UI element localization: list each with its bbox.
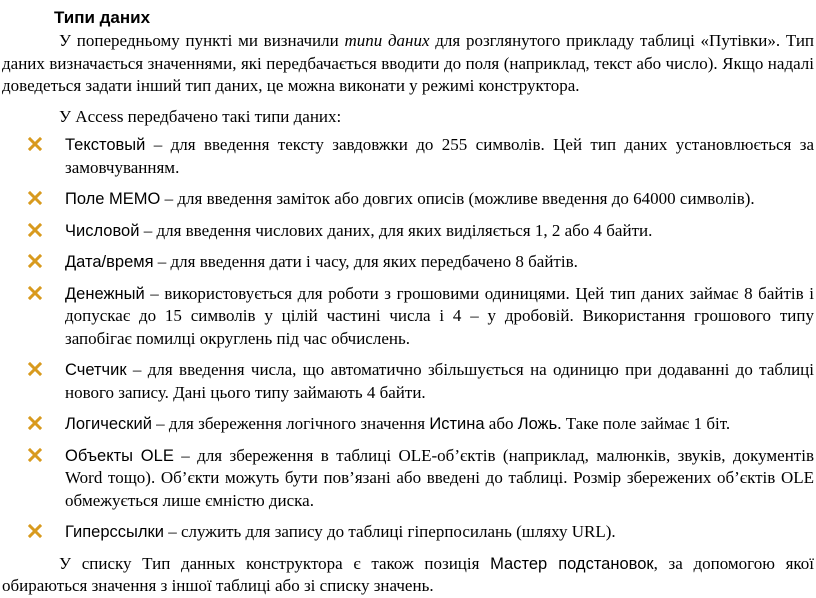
type-description-cont: або: [484, 414, 518, 433]
type-name: Числовой: [65, 221, 140, 240]
list-item: [2, 220, 814, 243]
type-description: – для введення числових даних, для яких виділяється 1, 2 або 4 байти.: [139, 220, 653, 240]
closing-text: У списку Тип данных конструктора є також позиція: [59, 553, 491, 573]
type-description: – для введення числа, що автоматично збільшується на одиницю при додаванні до таблиці нового запису. Дані цього типу займають 4 байти.: [65, 360, 814, 402]
intro-paragraph: [2, 30, 814, 98]
type-name: Объекты OLE: [65, 446, 174, 465]
bullet-icon: [28, 362, 42, 376]
type-name: Поле МЕМО: [65, 190, 161, 208]
intro-emphasis: типи даних: [344, 31, 430, 50]
bullet-icon: [28, 254, 42, 268]
type-name: Текстовый: [65, 136, 146, 154]
type-description: – для введення тексту завдовжки до 255 символів. Цей тип даних установлюється за замовчуванням.: [65, 135, 814, 177]
list-item: [2, 521, 814, 544]
list-item: [2, 251, 814, 274]
bullet-icon: [28, 448, 42, 462]
lead-paragraph: У Access передбачено такі типи даних:: [59, 106, 342, 126]
type-name: Гиперссылки: [65, 523, 164, 541]
type-description: – використовується для роботи з грошовими одиницями. Цей тип даних займає 8 байтів і допускає до 15 символів у цілій частині числа і 4 – у дробовій. Використання грошового типу запобігає помилці округлень під час обчислень.: [65, 283, 814, 348]
bullet-icon: [28, 286, 42, 300]
bullet-icon: [28, 191, 42, 205]
list-item: [2, 359, 814, 404]
section-title: Типи даних: [54, 8, 151, 27]
type-description: – для введення заміток або довгих описів (можливе введення до 64000 символів).: [160, 189, 755, 208]
type-description: – для збереження логічного значення: [151, 414, 430, 433]
bullet-icon: [28, 416, 42, 430]
bullet-icon: [28, 223, 42, 237]
intro-text: У попередньому пункті ми визначили: [59, 31, 345, 50]
list-item: [2, 134, 814, 179]
closing-text-cont: , за допомогою якої обираються значення з іншої таблиці або зі списку значень.: [2, 553, 815, 595]
type-description-end: . Таке поле займає 1 біт.: [557, 414, 731, 433]
data-types-list: [2, 134, 814, 544]
list-item: [2, 283, 814, 351]
type-description: – для введення дати і часу, для яких передбачено 8 байтів.: [153, 252, 578, 271]
list-item: [2, 413, 814, 436]
type-description: – служить для запису до таблиці гіперпосилань (шляху URL).: [163, 522, 616, 541]
type-name: Логический: [65, 415, 152, 433]
list-item: [2, 445, 814, 513]
logical-false-value: Ложь: [517, 415, 558, 433]
type-name: Денежный: [65, 284, 145, 303]
list-item: [2, 188, 814, 211]
closing-paragraph: [2, 553, 814, 598]
intro-text-cont: для розглянутого прикладу таблиці «Путівки». Тип даних визначається значеннями, які передбачається вводити до поля (наприклад, текст або число). Якщо надалі доведеться задати інший тип даних, це можна виконати у режимі конструктора.: [2, 31, 815, 95]
wizard-name: Мастер подстановок: [490, 554, 654, 573]
type-description: – для збереження в таблиці OLE-об’єктів (наприклад, малюнків, звуків, документів Word тощо). Об’єкти можуть бути пов’язані або введені до таблиці. Розмір збережених об’єктів OLE обмежується лише ємністю диска.: [65, 445, 814, 510]
type-name: Счетчик: [65, 361, 127, 379]
bullet-icon: [28, 137, 42, 151]
logical-true-value: Истина: [429, 415, 485, 433]
type-name: Дата/время: [65, 253, 154, 271]
bullet-icon: [28, 524, 42, 538]
